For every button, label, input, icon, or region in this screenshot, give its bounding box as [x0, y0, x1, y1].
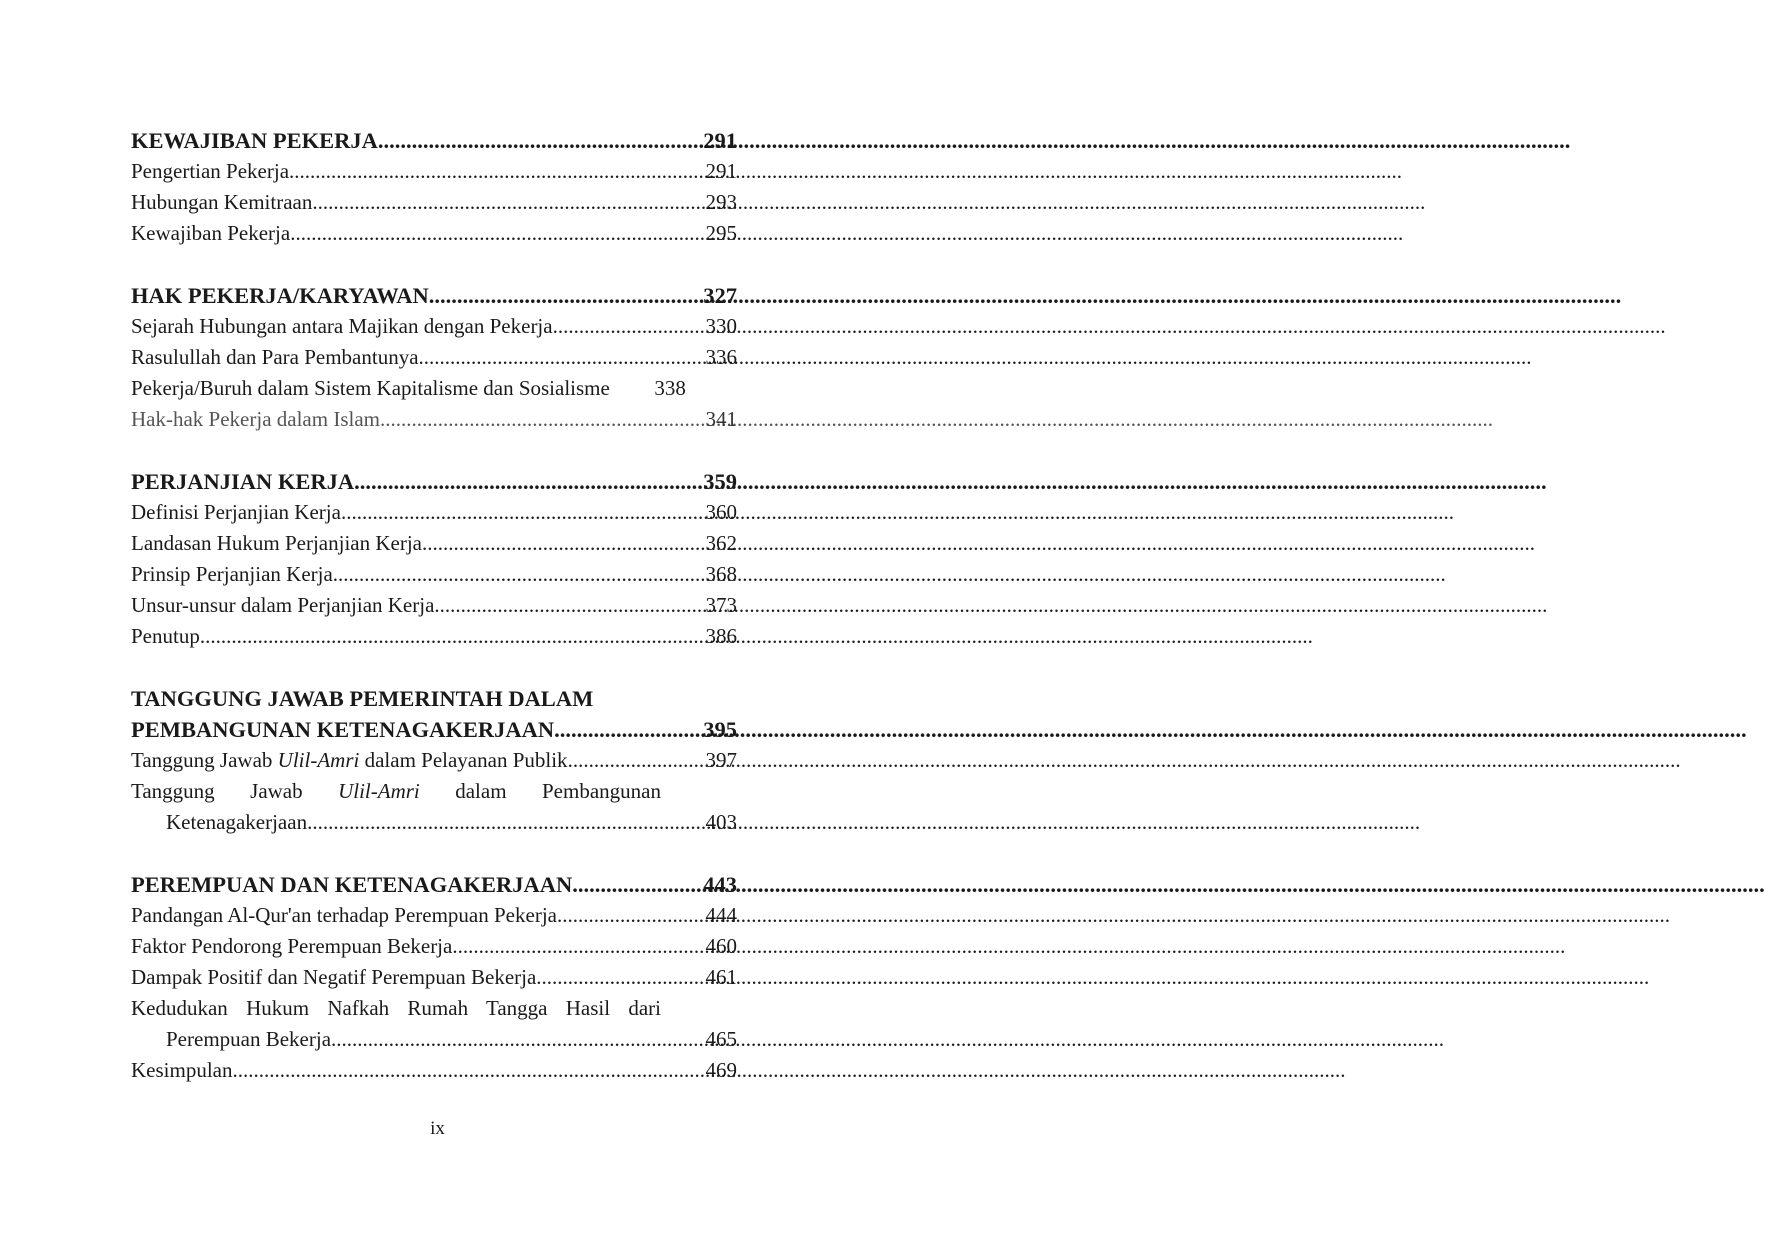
dot-leader: [572, 872, 661, 898]
dot-leader: [557, 903, 661, 928]
toc-entry-label-line-1: Kedudukan Hukum Nafkah Rumah Tangga Hasil dari: [131, 996, 661, 1020]
toc-heading[interactable]: [131, 283, 737, 314]
toc-heading[interactable]: [131, 717, 737, 748]
toc-entry-label: Landasan Hukum Perjanjian Kerja: [131, 531, 422, 555]
toc-heading-title: PERJANJIAN KERJA: [131, 469, 355, 494]
toc-heading-title-line-1: TANGGUNG JAWAB PEMERINTAH DALAM: [131, 686, 594, 711]
toc-entry-label: Hak-hak Pekerja dalam Islam: [131, 407, 380, 431]
dot-leader: [568, 748, 661, 773]
toc-entry[interactable]: [131, 624, 737, 655]
dot-leader: [429, 283, 661, 309]
toc-entry-page: 330: [705, 314, 737, 338]
toc-entry-line-1[interactable]: [131, 779, 737, 810]
toc-entry-page: 386: [705, 624, 737, 648]
toc-heading[interactable]: [131, 469, 737, 500]
toc-heading-page: 327: [703, 283, 737, 308]
toc-entry-page: 293: [705, 190, 737, 214]
toc-heading-line-1[interactable]: [131, 686, 737, 717]
toc-entry-label-line-2: Ketenagakerjaan: [166, 810, 308, 834]
toc-entry-page: 360: [705, 500, 737, 524]
toc-heading-title: HAK PEKERJA/KARYAWAN: [131, 283, 429, 308]
toc-heading-page: 443: [703, 872, 737, 897]
toc-entry-label: Penutup: [131, 624, 200, 648]
dot-leader: [434, 593, 661, 618]
toc-section-perjanjian-kerja: [131, 469, 737, 655]
dot-leader: [331, 1027, 661, 1052]
toc-entry[interactable]: [131, 562, 737, 593]
toc-entry-line-1[interactable]: [131, 996, 737, 1027]
toc-heading-page: 395: [703, 717, 737, 742]
toc-entry[interactable]: [131, 1058, 737, 1089]
toc-entry-page: 291: [705, 159, 737, 183]
toc-entry-page: 403: [705, 810, 737, 834]
toc-heading-title: PEREMPUAN DAN KETENAGAKERJAAN: [131, 872, 573, 897]
toc-entry-label: Rasulullah dan Para Pembantunya: [131, 345, 419, 369]
toc-heading-title-line-2: PEMBANGUNAN KETENAGAKERJAAN: [131, 717, 555, 742]
dot-leader: [290, 221, 661, 246]
dot-leader: [333, 562, 661, 587]
toc-entry[interactable]: [131, 159, 737, 190]
dot-leader: [380, 407, 661, 432]
toc-heading[interactable]: [131, 872, 737, 903]
toc-entry-label: Hubungan Kemitraan: [131, 190, 313, 214]
dot-leader: [354, 469, 661, 495]
toc-entry-page: 397: [705, 748, 737, 772]
toc-entry-label: Dampak Positif dan Negatif Perempuan Bekerja: [131, 965, 537, 989]
toc-entry-page: 336: [705, 345, 737, 369]
toc-entry-page: 341: [705, 407, 737, 431]
toc-entry-label: Sejarah Hubungan antara Majikan dengan Pekerja: [131, 314, 553, 338]
dot-leader: [307, 810, 661, 835]
toc-entry-label: Prinsip Perjanjian Kerja: [131, 562, 333, 586]
toc-entry[interactable]: [131, 903, 737, 934]
toc-entry[interactable]: [131, 500, 737, 531]
toc-entry[interactable]: [131, 221, 737, 252]
dot-leader: [452, 934, 661, 959]
toc-entry-page: 460: [705, 934, 737, 958]
toc-entry-page: 444: [705, 903, 737, 927]
toc-entry[interactable]: [131, 314, 737, 345]
toc-entry-label: Pekerja/Buruh dalam Sistem Kapitalisme dan Sosialisme: [131, 376, 610, 400]
toc-entry-page: 373: [705, 593, 737, 617]
toc-entry-label-line-2: Perempuan Bekerja: [166, 1027, 332, 1051]
toc-entry[interactable]: [131, 531, 737, 562]
toc-entry[interactable]: [131, 810, 737, 841]
toc-section-tanggung-jawab-pemerintah: [131, 686, 737, 841]
toc-entry-page: 465: [705, 1027, 737, 1051]
toc-entry[interactable]: [131, 934, 737, 965]
dot-leader: [553, 314, 661, 339]
toc-section-perempuan: [131, 872, 737, 1089]
toc-entry-page: 338: [654, 376, 686, 400]
dot-leader: [232, 1058, 661, 1083]
dot-leader: [419, 345, 661, 370]
page-number: ix: [430, 1118, 445, 1139]
toc-entry-label: Kewajiban Pekerja: [131, 221, 291, 245]
toc-entry-label: Faktor Pendorong Perempuan Bekerja: [131, 934, 453, 958]
dot-leader: [554, 717, 661, 743]
toc-entry-label: Tanggung Jawab Ulil-Amri dalam Pelayanan Publik: [131, 748, 568, 772]
dot-leader: [378, 128, 661, 154]
toc-entry-label: Kesimpulan: [131, 1058, 233, 1082]
toc-entry-page: 469: [705, 1058, 737, 1082]
toc-entry[interactable]: [131, 593, 737, 624]
toc-entry-page: 368: [705, 562, 737, 586]
dot-leader: [200, 624, 661, 649]
toc-entry-label: Pandangan Al-Qur'an terhadap Perempuan Pekerja: [131, 903, 557, 927]
toc-heading-title: KEWAJIBAN PEKERJA: [131, 128, 378, 153]
toc-entry-label: Unsur-unsur dalam Perjanjian Kerja: [131, 593, 435, 617]
toc-entry-label: Definisi Perjanjian Kerja: [131, 500, 341, 524]
toc-entry-label: Pengertian Pekerja: [131, 159, 290, 183]
toc-entry[interactable]: [131, 748, 737, 779]
dot-leader: [289, 159, 661, 184]
table-of-contents: [131, 128, 737, 1089]
toc-entry[interactable]: [131, 965, 737, 996]
toc-entry[interactable]: [131, 190, 737, 221]
toc-entry[interactable]: [131, 1027, 737, 1058]
toc-entry[interactable]: [131, 407, 737, 438]
dot-leader: [341, 500, 661, 525]
toc-section-hak-pekerja: [131, 283, 737, 438]
toc-heading-page: 359: [703, 469, 737, 494]
dot-leader: [312, 190, 661, 215]
toc-entry[interactable]: [131, 345, 737, 376]
toc-entry-page: 295: [705, 221, 737, 245]
toc-entry-label-line-1: Tanggung Jawab Ulil-Amri dalam Pembangunan: [131, 779, 661, 803]
toc-entry[interactable]: [131, 376, 737, 407]
toc-entry-page: 362: [705, 531, 737, 555]
toc-section-kewajiban-pekerja: [131, 128, 737, 252]
toc-heading-page: 291: [703, 128, 737, 153]
toc-heading[interactable]: [131, 128, 737, 159]
toc-entry-page: 461: [705, 965, 737, 989]
dot-leader: [536, 965, 661, 990]
dot-leader: [422, 531, 661, 556]
